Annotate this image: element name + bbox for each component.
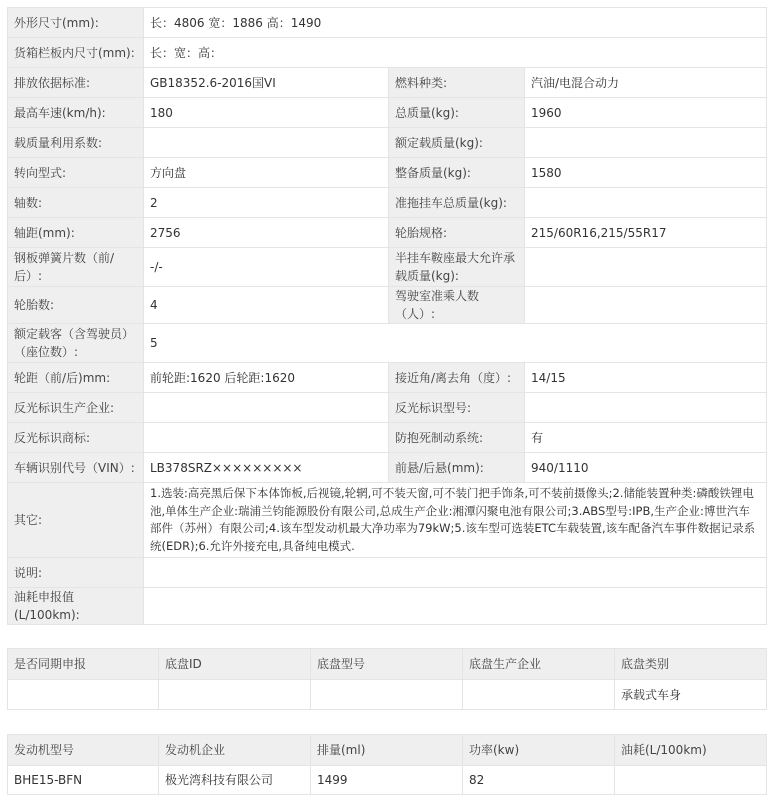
value-load-utilization: [144, 128, 389, 158]
spec-row: [8, 68, 767, 98]
vehicle-spec-table: [7, 7, 767, 625]
value-dimensions: 长：4806 宽：1886 高：1490: [144, 8, 767, 38]
label-abs: 防抱死制动系统:: [389, 423, 525, 453]
table-row: [8, 766, 767, 795]
value-emission-standard: GB18352.6-2016国VI: [144, 68, 389, 98]
label-gross-mass: 总质量(kg):: [389, 98, 525, 128]
spec-row: [8, 393, 767, 423]
label-dimensions: 外形尺寸(mm):: [8, 8, 144, 38]
value-max-speed: 180: [144, 98, 389, 128]
value-steering: 方向盘: [144, 158, 389, 188]
value-vin: LB378SRZ×××××××××: [144, 453, 389, 483]
spec-row: [8, 158, 767, 188]
cell-same-period: [8, 680, 159, 710]
label-axles: 轴数:: [8, 188, 144, 218]
label-cargo-dimensions: 货箱栏板内尺寸(mm):: [8, 38, 144, 68]
label-steering: 转向型式:: [8, 158, 144, 188]
label-emission-standard: 排放依据标准:: [8, 68, 144, 98]
header-fuel-consumption: 油耗(L/100km): [615, 735, 767, 766]
header-chassis-model: 底盘型号: [311, 649, 463, 680]
value-fuel-type: 汽油/电混合动力: [525, 68, 767, 98]
label-notes: 说明:: [8, 558, 144, 588]
value-reflector-model: [525, 393, 767, 423]
label-load-utilization: 载质量利用系数:: [8, 128, 144, 158]
engine-header-row: [8, 735, 767, 766]
label-fuel-type: 燃料种类:: [389, 68, 525, 98]
label-rated-load: 额定载质量(kg):: [389, 128, 525, 158]
value-leaf-springs: -/-: [144, 248, 389, 287]
header-chassis-id: 底盘ID: [159, 649, 311, 680]
chassis-table: [7, 648, 767, 710]
label-reflector-model: 反光标识型号:: [389, 393, 525, 423]
cell-displacement: 1499: [311, 766, 463, 795]
value-cab-passengers: [525, 287, 767, 324]
cell-chassis-type: 承载式车身: [615, 680, 767, 710]
spec-row: [8, 98, 767, 128]
spec-row-notes: [8, 558, 767, 588]
value-tire-count: 4: [144, 287, 389, 324]
value-fuel-consumption: [144, 588, 767, 625]
spec-row-cargo-dimensions: [8, 38, 767, 68]
label-approach-departure: 接近角/离去角（度）:: [389, 363, 525, 393]
value-rated-load: [525, 128, 767, 158]
cell-engine-model: BHE15-BFN: [8, 766, 159, 795]
value-wheelbase: 2756: [144, 218, 389, 248]
header-same-period: 是否同期申报: [8, 649, 159, 680]
cell-chassis-id: [159, 680, 311, 710]
value-trailer-mass: [525, 188, 767, 218]
value-gross-mass: 1960: [525, 98, 767, 128]
spec-row-fuel-consumption: [8, 588, 767, 625]
value-overhang: 940/1110: [525, 453, 767, 483]
label-tire-spec: 轮胎规格:: [389, 218, 525, 248]
header-engine-maker: 发动机企业: [159, 735, 311, 766]
spec-row: [8, 363, 767, 393]
value-seats: 5: [144, 324, 767, 363]
cell-engine-maker: 极光湾科技有限公司: [159, 766, 311, 795]
label-seats: 额定载客（含驾驶员）（座位数）:: [8, 324, 144, 363]
label-wheelbase: 轴距(mm):: [8, 218, 144, 248]
header-displacement: 排量(ml): [311, 735, 463, 766]
label-track: 轮距（前/后)mm:: [8, 363, 144, 393]
chassis-header-row: [8, 649, 767, 680]
spec-row: [8, 128, 767, 158]
label-other: 其它:: [8, 483, 144, 558]
spec-row: [8, 248, 767, 287]
table-row: [8, 680, 767, 710]
header-engine-model: 发动机型号: [8, 735, 159, 766]
header-chassis-maker: 底盘生产企业: [463, 649, 615, 680]
label-leaf-springs: 钢板弹簧片数（前/后）:: [8, 248, 144, 287]
cell-chassis-maker: [463, 680, 615, 710]
header-power: 功率(kw): [463, 735, 615, 766]
value-reflector-brand: [144, 423, 389, 453]
spec-row: [8, 287, 767, 324]
value-saddle-load: [525, 248, 767, 287]
cell-power: 82: [463, 766, 615, 795]
value-approach-departure: 14/15: [525, 363, 767, 393]
value-track: 前轮距:1620 后轮距:1620: [144, 363, 389, 393]
spec-row-other: [8, 483, 767, 558]
cell-fuel-consumption: [615, 766, 767, 795]
spec-row: [8, 324, 767, 363]
label-curb-mass: 整备质量(kg):: [389, 158, 525, 188]
header-chassis-type: 底盘类别: [615, 649, 767, 680]
label-vin: 车辆识别代号（VIN）:: [8, 453, 144, 483]
label-reflector-brand: 反光标识商标:: [8, 423, 144, 453]
value-tire-spec: 215/60R16,215/55R17: [525, 218, 767, 248]
spec-row: [8, 218, 767, 248]
value-abs: 有: [525, 423, 767, 453]
spec-row: [8, 188, 767, 218]
label-max-speed: 最高车速(km/h):: [8, 98, 144, 128]
label-overhang: 前悬/后悬(mm):: [389, 453, 525, 483]
label-trailer-mass: 准拖挂车总质量(kg):: [389, 188, 525, 218]
value-notes: [144, 558, 767, 588]
value-cargo-dimensions: 长：宽：高：: [144, 38, 767, 68]
spec-row: [8, 423, 767, 453]
label-tire-count: 轮胎数:: [8, 287, 144, 324]
label-fuel-consumption: 油耗申报值(L/100km):: [8, 588, 144, 625]
value-axles: 2: [144, 188, 389, 218]
value-curb-mass: 1580: [525, 158, 767, 188]
label-cab-passengers: 驾驶室准乘人数（人）:: [389, 287, 525, 324]
label-reflector-maker: 反光标识生产企业:: [8, 393, 144, 423]
spec-row-dimensions: [8, 8, 767, 38]
label-saddle-load: 半挂车鞍座最大允许承载质量(kg):: [389, 248, 525, 287]
engine-table: [7, 734, 767, 795]
cell-chassis-model: [311, 680, 463, 710]
spec-row: [8, 453, 767, 483]
value-other: 1.选装:高亮黑后保下本体饰板,后视镜,轮辋,可不装天窗,可不装门把手饰条,可不装前摄像头;2.储能装置种类:磷酸铁锂电池,单体生产企业:瑞浦兰钧能源股份有限公司,总成生产企业:湘潭闪聚电池有限公司;3.ABS型号:IPB,生产企业:博世汽车部件（苏州）有限公司;4.该车型发动机最大净功率为79kW;5.该车型可选装ETC车载装置,该车配备汽车事件数据记录系统(EDR);6.允许外接充电,具备纯电模式.: [144, 483, 767, 558]
value-reflector-maker: [144, 393, 389, 423]
